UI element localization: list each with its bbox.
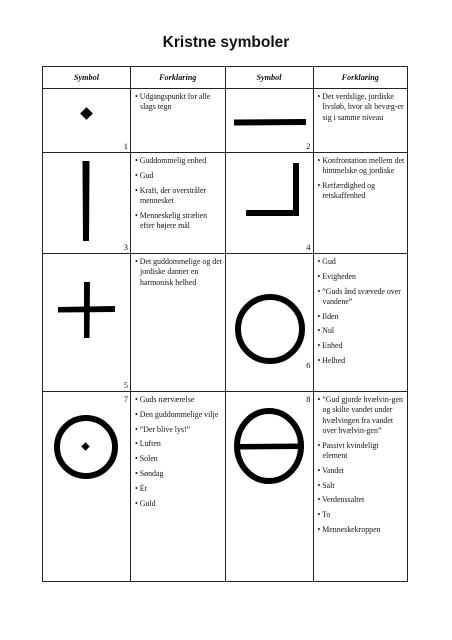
list-item: • Den guddommelige vilje: [135, 410, 223, 420]
list-item: • ”Der blive lys!”: [135, 425, 223, 435]
list-item: • Ilden: [318, 312, 406, 322]
table-row: [43, 89, 408, 153]
list-item: • Solen: [135, 454, 223, 464]
list-item: • Nul: [318, 326, 406, 336]
list-item: • Gud: [135, 171, 223, 181]
list-item: • Helhed: [318, 356, 406, 366]
list-item: • Udgangspunkt for alle slags tegn: [135, 92, 223, 113]
explanation-cell: [131, 254, 226, 392]
explanation-list: [131, 392, 225, 509]
explanation-cell: [313, 89, 408, 153]
vertical-line-icon: [43, 153, 131, 254]
symbol-cell: [225, 153, 313, 254]
list-item: • Guld: [135, 499, 223, 509]
table-row: [43, 392, 408, 582]
symbol-number: 5: [123, 379, 128, 390]
right-angle-icon: [226, 153, 314, 254]
list-item: • Søndag: [135, 469, 223, 479]
list-item: • Det guddommelige og det jordiske danner en harmonisk helhed: [135, 257, 223, 288]
list-item: • Det verdslige, jordiske livsløb, hvor alt bevæg-er sig i samme niveau: [318, 92, 406, 123]
list-item: • Konfrontation mellem det himmelske og jordiske: [318, 156, 406, 177]
symbol-number: 6: [306, 359, 311, 370]
list-item: • Passivt kvindeligt element: [318, 441, 406, 462]
explanation-list: [314, 392, 408, 535]
circle-with-horizontal-line-icon: [226, 392, 314, 582]
table-row: [43, 254, 408, 392]
circle-icon: [226, 254, 314, 392]
list-item: • ”Guds ånd svævede over vandene”: [318, 287, 406, 308]
list-item: • Menneskelig stræben efter højere mål: [135, 211, 223, 232]
explanation-list: [131, 254, 225, 288]
symbol-cell: [43, 89, 131, 153]
symbol-cell: [225, 254, 313, 392]
symbol-number: 1: [123, 140, 128, 151]
table-header-row: [43, 67, 408, 89]
list-item: • Guds nærværelse: [135, 395, 223, 405]
explanation-list: [131, 89, 225, 113]
page-title: Kristne symboler: [162, 34, 290, 51]
explanation-list: [314, 254, 408, 366]
list-item: • Evigheden: [318, 272, 406, 282]
column-header: Forklaring: [313, 67, 408, 89]
explanation-list: [314, 153, 408, 202]
symbol-number: 2: [306, 140, 311, 151]
list-item: • Salt: [318, 481, 406, 491]
list-item: • Ét: [135, 484, 223, 494]
symbol-cell: [225, 392, 313, 582]
list-item: • Enhed: [318, 341, 406, 351]
horizontal-line-icon: [226, 89, 314, 153]
list-item: • Retfærdighed og retskaffenhed: [318, 181, 406, 202]
symbol-number: 4: [306, 241, 311, 252]
list-item: • Gud: [318, 257, 406, 267]
list-item: • ”Gud gjorde hvælvin-gen og skilte vandet under hvælvingen fra vandet over hvælvin-gen”: [318, 395, 406, 436]
symbol-cell: [43, 392, 131, 582]
table-row: [43, 153, 408, 254]
explanation-cell: [313, 392, 408, 582]
list-item: • Menneskekroppen: [318, 525, 406, 535]
column-header: Symbol: [43, 67, 131, 89]
list-item: • To: [318, 510, 406, 520]
list-item: • Luften: [135, 439, 223, 449]
symbol-cell: [225, 89, 313, 153]
list-item: • Vandet: [318, 466, 406, 476]
explanation-list: [314, 89, 408, 123]
symbol-cell: [43, 153, 131, 254]
symbol-number: 7: [123, 394, 128, 404]
explanation-cell: [313, 254, 408, 392]
explanation-cell: [131, 153, 226, 254]
list-item: • Guddommelig enhed: [135, 156, 223, 166]
symbol-number: 3: [123, 241, 128, 252]
column-header: Symbol: [225, 67, 313, 89]
explanation-cell: [131, 392, 226, 582]
explanation-list: [131, 153, 225, 231]
symbol-table: [42, 66, 408, 582]
circle-with-dot-icon: [43, 392, 131, 582]
diamond-dot-icon: [43, 89, 131, 153]
symbol-cell: [43, 254, 131, 392]
column-header: Forklaring: [131, 67, 226, 89]
symbol-number: 8: [306, 394, 311, 404]
list-item: • Verdenssaltet: [318, 495, 406, 505]
explanation-cell: [313, 153, 408, 254]
explanation-cell: [131, 89, 226, 153]
cross-icon: [43, 254, 131, 392]
list-item: • Kraft, der overstråler mennesket: [135, 186, 223, 207]
